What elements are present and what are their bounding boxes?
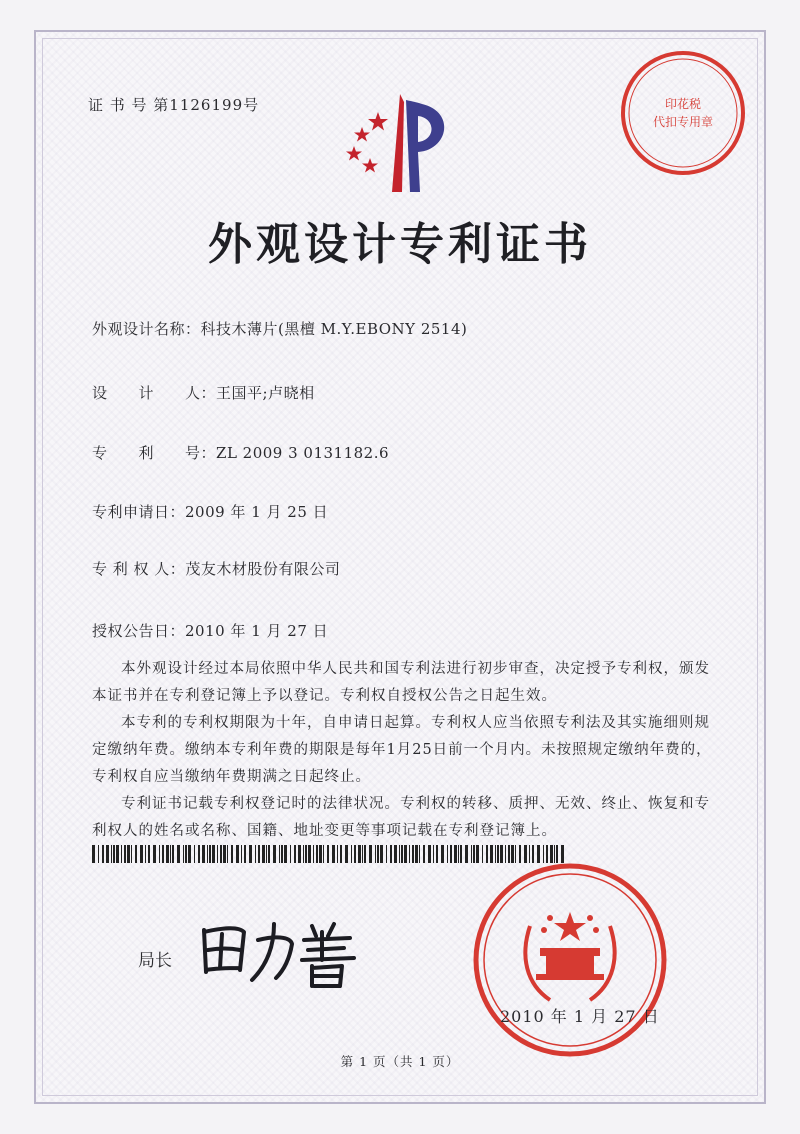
barcode-bar bbox=[305, 845, 307, 863]
barcode-bar bbox=[273, 845, 276, 863]
barcode-bar bbox=[268, 845, 270, 863]
field-label: 设 计 人： bbox=[92, 384, 217, 402]
certificate-body bbox=[92, 656, 720, 845]
barcode-bar bbox=[135, 845, 137, 863]
barcode-bar bbox=[450, 845, 452, 863]
barcode-bar bbox=[217, 845, 218, 863]
barcode-bar bbox=[220, 845, 222, 863]
barcode-bar bbox=[194, 845, 195, 863]
barcode-bar bbox=[284, 845, 287, 863]
barcode-bar bbox=[436, 845, 438, 863]
barcode-bar bbox=[98, 845, 99, 863]
field-label: 外观设计名称： bbox=[92, 320, 201, 338]
barcode-bar bbox=[294, 845, 296, 863]
barcode-bar bbox=[337, 845, 338, 863]
national-ip-office-seal bbox=[470, 860, 670, 1060]
barcode-bar bbox=[198, 845, 200, 863]
barcode-bar bbox=[362, 845, 363, 863]
body-paragraph: 本专利的专利权期限为十年，自申请日起算。专利权人应当依照专利法及其实施细则规定缴纳年费。缴纳本专利年费的期限是每年1月25日前一个月内。未按照规定缴纳年费的，专利权自应当缴纳年费期满之日起终止。 bbox=[92, 715, 712, 785]
barcode-bar bbox=[319, 845, 322, 863]
barcode-bar bbox=[236, 845, 239, 863]
barcode-bar bbox=[148, 845, 150, 863]
field-value: 2010 年 1 月 27 日 bbox=[185, 622, 329, 640]
barcode-bar bbox=[409, 845, 410, 863]
field-application-date bbox=[92, 501, 328, 522]
barcode-bar bbox=[358, 845, 361, 863]
barcode-bar bbox=[281, 845, 283, 863]
barcode-bar bbox=[131, 845, 132, 863]
barcode-bar bbox=[351, 845, 352, 863]
barcode-bar bbox=[316, 845, 318, 863]
barcode-bar bbox=[92, 845, 95, 863]
barcode-bar bbox=[255, 845, 256, 863]
barcode-bar bbox=[159, 845, 160, 863]
svg-text:印花税: 印花税 bbox=[664, 97, 702, 111]
barcode-bar bbox=[279, 845, 280, 863]
barcode-bar bbox=[177, 845, 180, 863]
barcode-bar bbox=[290, 845, 291, 863]
barcode-bar bbox=[116, 845, 119, 863]
field-patent-number bbox=[92, 442, 389, 463]
field-label: 授权公告日： bbox=[92, 622, 186, 640]
barcode-bar bbox=[404, 845, 407, 863]
field-label: 专 利 权 人： bbox=[92, 560, 186, 578]
barcode-bar bbox=[153, 845, 156, 863]
barcode-bar bbox=[465, 845, 468, 863]
barcode-bar bbox=[212, 845, 215, 863]
barcode-bar bbox=[262, 845, 265, 863]
body-paragraph: 本外观设计经过本局依照中华人民共和国专利法进行初步审查，决定授予专利权，颁发本证书并在专利登记簿上予以登记。专利权自授权公告之日起生效。 bbox=[92, 661, 710, 704]
barcode-bar bbox=[369, 845, 372, 863]
barcode-bar bbox=[419, 845, 420, 863]
barcode-bar bbox=[185, 845, 187, 863]
page-indicator: 第 1 页（共 1 页） bbox=[340, 1054, 460, 1069]
barcode-bar bbox=[106, 845, 109, 863]
barcode-bar bbox=[188, 845, 191, 863]
barcode-bar bbox=[454, 845, 457, 863]
barcode-bar bbox=[162, 845, 164, 863]
barcode-bar bbox=[313, 845, 314, 863]
barcode-bar bbox=[241, 845, 242, 863]
director-label: 局长 bbox=[138, 951, 172, 971]
barcode-bar bbox=[415, 845, 418, 863]
certificate-number: 证 书 号 第1126199号 bbox=[88, 96, 260, 114]
barcode-bar bbox=[340, 845, 342, 863]
barcode-bar bbox=[377, 845, 379, 863]
barcode-bar bbox=[166, 845, 169, 863]
barcode-bar bbox=[308, 845, 311, 863]
field-announcement-date bbox=[92, 620, 328, 641]
barcode-bar bbox=[266, 845, 267, 863]
barcode-bar bbox=[113, 845, 115, 863]
barcode-bar bbox=[345, 845, 348, 863]
field-value: 茂友木材股份有限公司 bbox=[185, 560, 341, 578]
barcode-bar bbox=[303, 845, 304, 863]
svg-text:代扣专用章: 代扣专用章 bbox=[652, 115, 714, 129]
barcode-bar bbox=[433, 845, 434, 863]
barcode-bar bbox=[390, 845, 392, 863]
barcode-bar bbox=[102, 845, 104, 863]
barcode-bar bbox=[249, 845, 252, 863]
barcode-bar bbox=[401, 845, 403, 863]
barcode-bar bbox=[375, 845, 376, 863]
barcode-bar bbox=[124, 845, 126, 863]
barcode-bar bbox=[423, 845, 425, 863]
field-value: 2009 年 1 月 25 日 bbox=[185, 503, 329, 521]
patent-office-logo bbox=[330, 92, 470, 202]
barcode-bar bbox=[447, 845, 448, 863]
barcode-bar bbox=[380, 845, 383, 863]
barcode-bar bbox=[111, 845, 112, 863]
issue-date: 2010 年 1 月 27 日 bbox=[500, 1007, 660, 1026]
barcode-bar bbox=[140, 845, 143, 863]
barcode-bar bbox=[127, 845, 130, 863]
barcode-bar bbox=[354, 845, 356, 863]
barcode-bar bbox=[460, 845, 462, 863]
barcode-bar bbox=[327, 845, 329, 863]
barcode-bar bbox=[227, 845, 228, 863]
barcode-bar bbox=[207, 845, 208, 863]
field-value: ZL 2009 3 0131182.6 bbox=[216, 444, 390, 462]
barcode-bar bbox=[332, 845, 335, 863]
barcode-bar bbox=[244, 845, 246, 863]
barcode-bar bbox=[399, 845, 400, 863]
barcode-bar bbox=[441, 845, 444, 863]
field-design-name bbox=[92, 318, 467, 339]
barcode-bar bbox=[145, 845, 146, 863]
barcode-bar bbox=[172, 845, 174, 863]
barcode-bar bbox=[183, 845, 184, 863]
barcode-bar bbox=[394, 845, 397, 863]
tax-stamp-seal bbox=[618, 48, 748, 178]
barcode-bar bbox=[364, 845, 366, 863]
barcode-bar bbox=[202, 845, 205, 863]
barcode-bar bbox=[170, 845, 171, 863]
barcode-bar bbox=[258, 845, 260, 863]
barcode-bar bbox=[121, 845, 122, 863]
barcode-bar bbox=[298, 845, 301, 863]
director-signature bbox=[194, 910, 364, 990]
barcode-bar bbox=[412, 845, 414, 863]
barcode-bar bbox=[231, 845, 233, 863]
barcode-bar bbox=[386, 845, 387, 863]
body-paragraph: 专利证书记载专利权登记时的法律状况。专利权的转移、质押、无效、终止、恢复和专利权人的姓名或名称、国籍、地址变更等事项记载在专利登记簿上。 bbox=[92, 796, 710, 839]
field-patentee bbox=[92, 558, 340, 579]
barcode-bar bbox=[458, 845, 459, 863]
barcode-bar bbox=[209, 845, 211, 863]
field-label: 专 利 号： bbox=[92, 444, 217, 462]
barcode-bar bbox=[323, 845, 324, 863]
barcode-bar bbox=[428, 845, 431, 863]
barcode-bar bbox=[223, 845, 226, 863]
field-value: 王国平;卢晓相 bbox=[216, 384, 315, 402]
field-value: 科技木薄片(黑檀 M.Y.EBONY 2514) bbox=[200, 320, 468, 338]
certificate-title: 外观设计专利证书 bbox=[208, 219, 592, 270]
field-designer bbox=[92, 382, 315, 403]
field-label: 专利申请日： bbox=[92, 503, 186, 521]
